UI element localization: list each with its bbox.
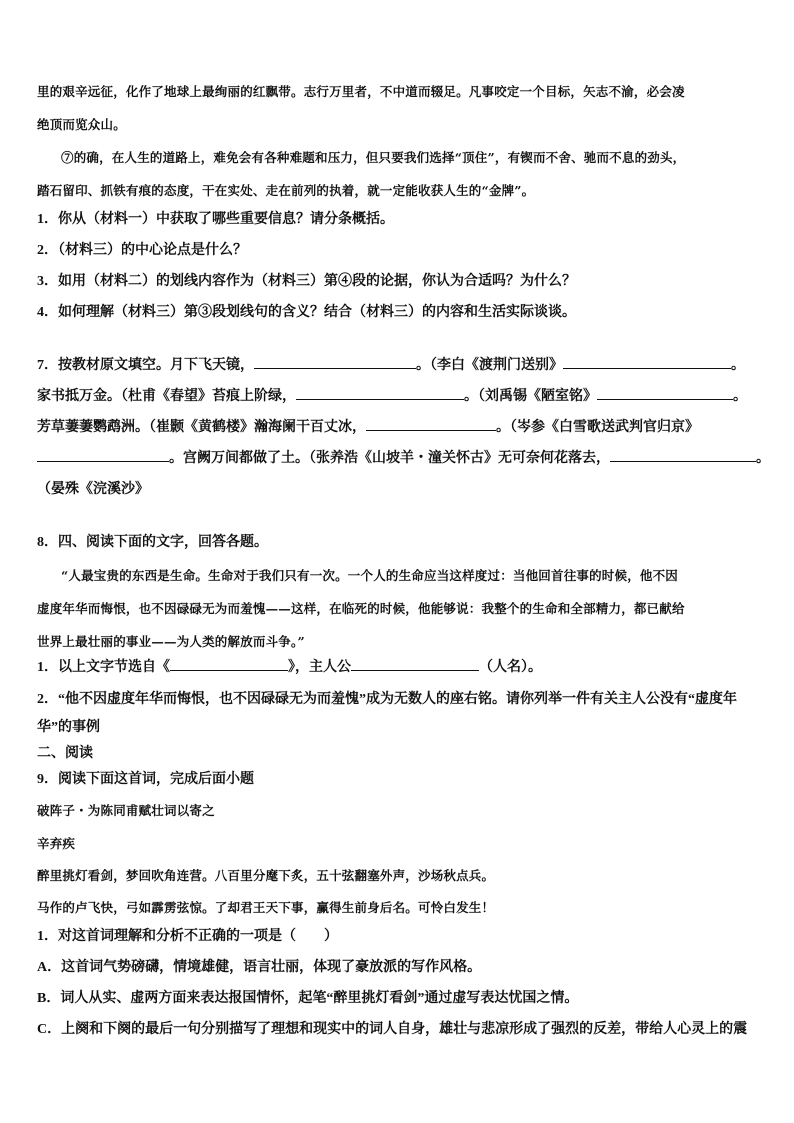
q7-text: 。	[756, 451, 770, 466]
q9-heading: 9．阅读下面这首词，完成后面小题	[37, 772, 254, 787]
option-a: A．这首词气势磅礴，情境雄健，语言壮丽，体现了豪放派的写作风格。	[37, 960, 482, 975]
q7-text: 家书抵万金。（杜甫《春望》苔痕上阶绿，	[37, 389, 296, 404]
q8-quote-line: 虚度年华而悔恨，也不因碌碌无为而羞愧——这样，在临死的时候，他能够说：我整个的生命和全部精力，都已献给	[37, 601, 685, 616]
fill-blank[interactable]	[366, 416, 496, 431]
fill-blank[interactable]	[563, 354, 731, 369]
option-b: B．词人从实、虚两方面来表达报国情怀，起笔“醉里挑灯看剑”通过虚写表达忧国之情。	[37, 991, 579, 1006]
q7-text: 。（刘禹锡《陋室铭》	[464, 389, 597, 404]
q8-sub-1	[37, 656, 762, 676]
q8-text: 》，主人公	[288, 660, 351, 675]
q8-text: （人名）。	[479, 660, 542, 675]
poem-author: 辛弃疾	[37, 836, 76, 851]
poem-line: 马作的卢飞快，弓如霹雳弦惊。了却君王天下事，赢得生前身后名。可怜白发生！	[37, 900, 495, 915]
question-item: 1．你从（材料一）中获取了哪些重要信息？请分条概括。	[37, 212, 394, 227]
q7-text: 芳草萋萋鹦鹉洲。（崔颢《黄鹤楼》瀚海阑干百丈冰，	[37, 420, 366, 435]
q7-line-5: （晏殊《浣溪沙》	[37, 482, 149, 497]
fill-blank[interactable]	[170, 656, 288, 671]
option-c: C．上阕和下阕的最后一句分别描写了理想和现实中的词人自身，雄壮与悲凉形成了强烈的反差，带给人心灵上的震	[37, 1022, 748, 1037]
q8-heading: 8．四、阅读下面的文字，回答各题。	[37, 535, 268, 550]
q7-text: 。	[733, 389, 747, 404]
passage-line: 踏石留印、抓铁有痕的态度，干在实处、走在前列的执着，就一定能收获人生的“金牌”。	[37, 183, 535, 198]
q8-quote-line: 世界上最壮丽的事业——为人类的解放而斗争。”	[37, 634, 305, 649]
q7-text: 7．按教材原文填空。月下飞天镜，	[37, 358, 254, 373]
q8-text: 1．以上文字节选自《	[37, 660, 170, 675]
fill-blank[interactable]	[296, 385, 464, 400]
fill-blank[interactable]	[610, 447, 756, 462]
poem-line: 醉里挑灯看剑，梦回吹角连营。八百里分麾下炙，五十弦翻塞外声，沙场秋点兵。	[37, 868, 495, 883]
q8-sub-2: 2．“他不因虚度年华而悔恨，也不因碌碌无为而羞愧”成为无数人的座右铭。请你列举一件有关主人公没有“虚度年	[37, 692, 737, 707]
fill-blank[interactable]	[37, 447, 169, 462]
question-item: 3．如用（材料二）的划线内容作为（材料三）第④段的论据，你认为合适吗？为什么？	[37, 274, 576, 289]
fill-blank[interactable]	[254, 354, 416, 369]
question-item: 4．如何理解（材料三）第③段划线句的含义？结合（材料三）的内容和生活实际谈谈。	[37, 305, 576, 320]
q7-text: 。	[731, 358, 745, 373]
q9-question: 1．对这首词理解和分析不正确的一项是（ ）	[37, 929, 338, 944]
q8-quote-line: “人最宝贵的东西是生命。生命对于我们只有一次。一个人的生命应当这样度过：当他回首往事的时候，他不因	[61, 568, 678, 583]
passage-line: ⑦的确，在人生的道路上，难免会有各种难题和压力，但只要我们选择“顶住”，有锲而不舍、驰而不息的劲头，	[61, 150, 686, 165]
passage-line: 里的艰辛远征，化作了地球上最绚丽的红飘带。志行万里者，不中道而辍足。凡事咬定一个目标，矢志不渝，必会凌	[37, 84, 685, 99]
q7-line-1	[37, 354, 762, 374]
q7-line-4	[37, 447, 770, 467]
fill-blank[interactable]	[597, 385, 733, 400]
question-item: 2．（材料三）的中心论点是什么？	[37, 243, 247, 258]
q7-line-3	[37, 416, 762, 436]
poem-title: 破阵子・为陈同甫赋壮词以寄之	[37, 803, 215, 818]
q7-text: 。（李白《渡荆门送别》	[416, 358, 563, 373]
fill-blank[interactable]	[351, 656, 479, 671]
q7-line-2	[37, 385, 762, 405]
q7-text: 。宫阙万间都做了土。（张养浩《山坡羊・潼关怀古》无可奈何花落去，	[169, 451, 610, 466]
passage-line: 绝顶而览众山。	[37, 117, 126, 132]
q8-sub-2-cont: 华”的事例	[37, 720, 100, 735]
q7-text: 。（岑参《白雪歌送武判官归京》	[496, 420, 699, 435]
section-heading: 二、阅读	[37, 746, 93, 761]
